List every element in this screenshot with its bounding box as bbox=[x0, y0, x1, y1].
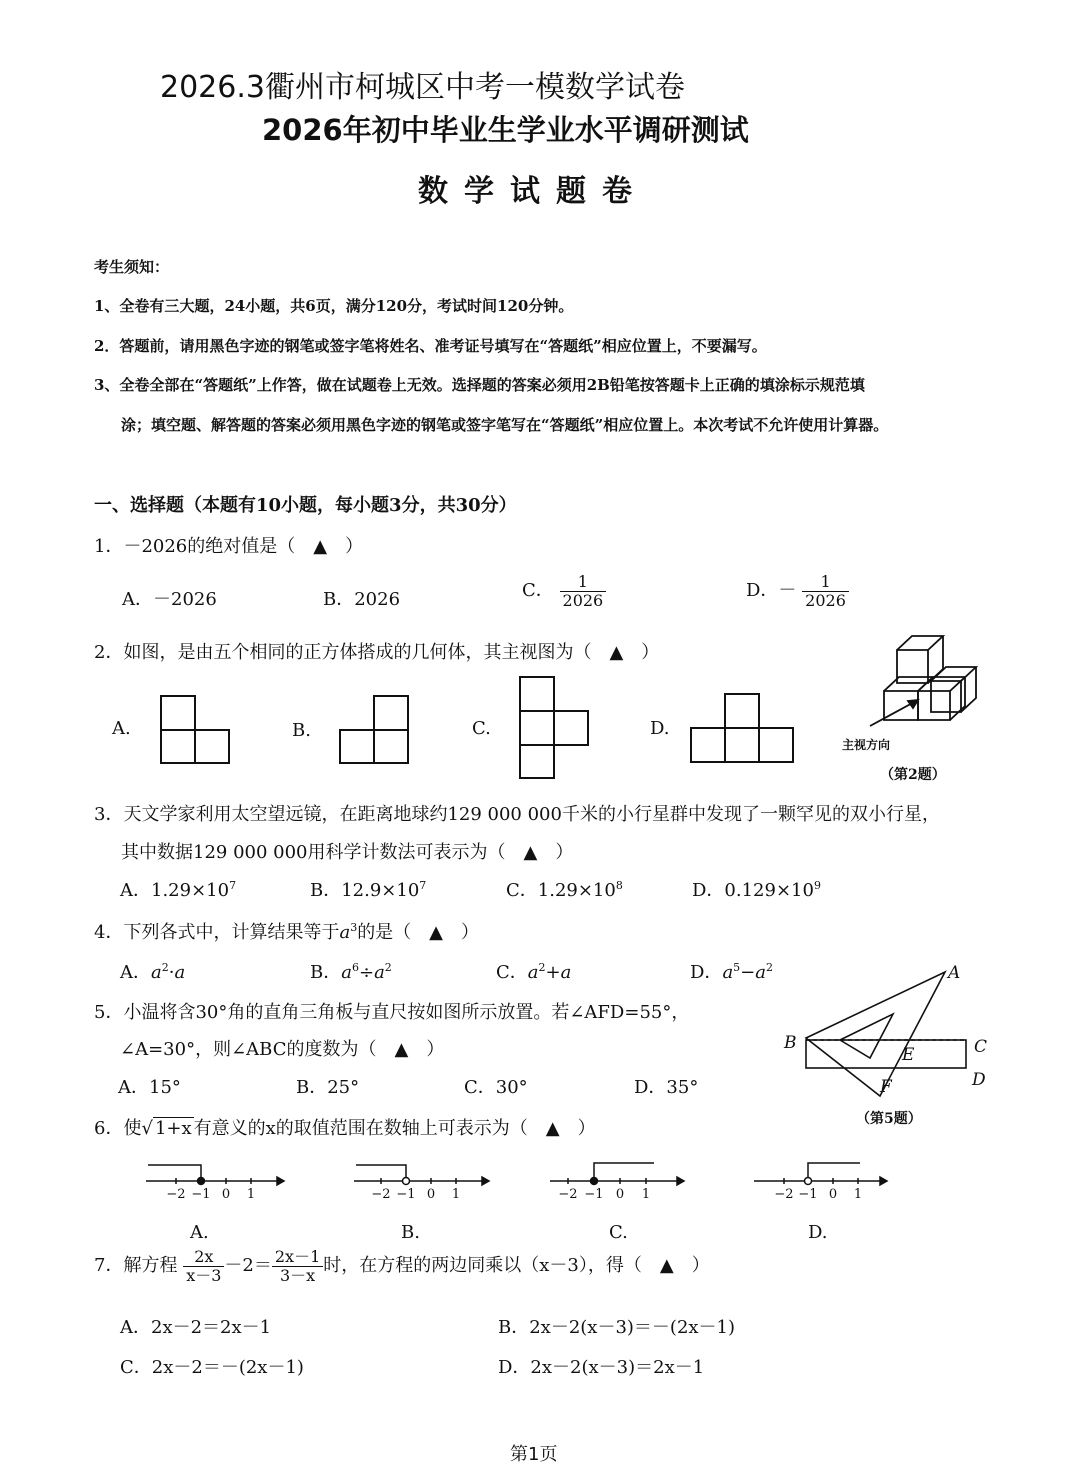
q6c-tick: 1 bbox=[641, 1187, 651, 1202]
q6-stem-radicand: 1+x bbox=[154, 1118, 192, 1139]
q6a-tick: −2 bbox=[166, 1187, 186, 1202]
q7-frac2-den: 3－x bbox=[279, 1265, 316, 1285]
q3-stem-1: 3．天文学家利用太空望远镜，在距离地球约129 000 000千米的小行星群中发现了一颗罕见的双小行星， bbox=[94, 804, 940, 825]
q5-figure-caption: （第5题） bbox=[856, 1111, 922, 1127]
q5-label-c: C bbox=[974, 1037, 988, 1057]
q6b-tick: −2 bbox=[371, 1187, 391, 1202]
q6c-tick: −1 bbox=[584, 1187, 604, 1202]
q7-stem-pre: 7．解方程 bbox=[94, 1255, 178, 1277]
q2-label-d: D. bbox=[650, 718, 670, 739]
q6-label-a: A. bbox=[190, 1222, 209, 1243]
exam-title-sub: 数学试题卷 bbox=[418, 174, 648, 209]
q6d-tick: 1 bbox=[853, 1187, 863, 1202]
q6-number-line-c bbox=[550, 1163, 684, 1185]
q4-stem-post: 的是（ ▲ ） bbox=[357, 922, 480, 943]
q3-a-text: A．1.29×10 bbox=[120, 880, 230, 901]
q1-option-c-label: C． bbox=[522, 580, 554, 602]
q1-stem: 1．－2026的绝对值是（ ▲ ） bbox=[94, 536, 364, 557]
q6d-tick: 0 bbox=[828, 1187, 838, 1202]
q3-option-d bbox=[692, 876, 821, 902]
q6-stem-pre: 6．使 bbox=[94, 1118, 142, 1139]
q2-view-direction-label: 主视方向 bbox=[842, 738, 891, 752]
q1-option-b: B．2026 bbox=[323, 589, 401, 610]
q1-d-numerator: 1 bbox=[802, 573, 849, 592]
q2-stem: 2．如图，是由五个相同的正方体搭成的几何体，其主视图为（ ▲ ） bbox=[94, 642, 660, 663]
q4-option-d: D．$a^5-a^2$ bbox=[690, 961, 773, 983]
q5-label-b: B bbox=[784, 1033, 797, 1053]
q4-stem-var: a bbox=[339, 922, 351, 943]
q4-option-b: B．$a^6\div a^2$ bbox=[310, 961, 392, 983]
q4-option-c: C．$a^2+a$ bbox=[496, 961, 572, 983]
q6a-tick: 1 bbox=[246, 1187, 256, 1202]
q7-frac1-num: 2x bbox=[183, 1248, 224, 1267]
q6-stem: 6．使√ 1+x 有意义的x的取值范围在数轴上可表示为（ ▲ ） bbox=[94, 1118, 596, 1139]
notice-item-3: 3、全卷全部在“答题纸”上作答，做在试题卷上无效。选择题的答案必须用2B铅笔按答题卡上正确的填涂标示规范填 bbox=[94, 376, 865, 394]
q4-stem-pre: 4．下列各式中，计算结果等于 bbox=[94, 922, 340, 943]
q6-number-line-b bbox=[354, 1165, 489, 1185]
q7-option-c: C．2x－2＝－(2x－1) bbox=[120, 1357, 304, 1378]
q1-c-denominator: 2026 bbox=[562, 590, 604, 610]
q2-label-b: B. bbox=[292, 720, 311, 741]
q5-stem-1: 5．小温将含30°角的直角三角板与直尺按如图所示放置。若∠AFD=55°， bbox=[94, 1002, 690, 1023]
q2-label-a: A. bbox=[112, 718, 131, 739]
q5-option-c: C．30° bbox=[464, 1077, 528, 1098]
q2-solid-figure bbox=[870, 636, 976, 726]
q4-stem bbox=[94, 918, 479, 944]
q6-number-line-d bbox=[754, 1163, 887, 1185]
q7-stem-post: 时，在方程的两边同乘以（x－3），得（ ▲ ） bbox=[323, 1255, 710, 1277]
q5-label-f: F bbox=[880, 1077, 892, 1097]
q1-option-a: A．－2026 bbox=[122, 589, 217, 610]
q6b-tick: −1 bbox=[396, 1187, 416, 1202]
q6c-tick: 0 bbox=[615, 1187, 625, 1202]
q1-d-denominator: 2026 bbox=[805, 590, 846, 610]
q7-stem bbox=[94, 1248, 710, 1284]
q6b-tick: 0 bbox=[426, 1187, 436, 1202]
q7-option-a: A．2x－2＝2x－1 bbox=[120, 1317, 272, 1338]
q3-stem-2: 其中数据129 000 000用科学计数法可表示为（ ▲ ） bbox=[121, 842, 574, 863]
q6-stem-post: 有意义的x的取值范围在数轴上可表示为（ ▲ ） bbox=[193, 1118, 596, 1139]
notice-item-1: 1、全卷有三大题，24小题，共6页，满分120分，考试时间120分钟。 bbox=[94, 297, 574, 315]
q4-stem-exp: 3 bbox=[350, 921, 358, 934]
q2-option-a-view bbox=[161, 696, 229, 763]
q2-label-c: C. bbox=[472, 718, 491, 739]
q7-frac1-den: x－3 bbox=[186, 1265, 222, 1285]
page-number: 第1页 bbox=[510, 1444, 558, 1465]
q2-option-c-view bbox=[520, 677, 588, 778]
q3-option-b bbox=[310, 876, 426, 902]
q6-number-line-a bbox=[146, 1165, 284, 1185]
q6d-tick: −1 bbox=[798, 1187, 818, 1202]
q1-c-numerator: 1 bbox=[560, 573, 607, 592]
q5-label-d: D bbox=[972, 1070, 986, 1090]
q3-d-text: D．0.129×10 bbox=[692, 880, 814, 901]
q4-option-a: A．$a^2\cdot a$ bbox=[120, 961, 186, 983]
q5-label-a: A bbox=[948, 963, 961, 983]
exam-title-main: 2026年初中毕业生学业水平调研测试 bbox=[262, 113, 749, 147]
q3-d-exp: 9 bbox=[813, 879, 821, 892]
q6a-tick: 0 bbox=[221, 1187, 231, 1202]
q6b-tick: 1 bbox=[451, 1187, 461, 1202]
q6-label-b: B. bbox=[401, 1222, 420, 1243]
q2-figure-caption: （第2题） bbox=[880, 767, 946, 783]
q3-option-a bbox=[120, 876, 236, 902]
q5-option-a: A．15° bbox=[118, 1077, 181, 1098]
q1-option-d-label: D．－ bbox=[746, 580, 797, 602]
notice-item-3-cont: 涂；填空题、解答题的答案必须用黑色字迹的钢笔或签字笔写在“答题纸”相应位置上。本次考试不允许使用计算器。 bbox=[121, 416, 889, 434]
q7-stem-mid: －2＝ bbox=[224, 1255, 272, 1277]
q6a-tick: −1 bbox=[191, 1187, 211, 1202]
q6-label-d: D. bbox=[808, 1222, 828, 1243]
q7-option-b: B．2x－2(x－3)＝－(2x－1) bbox=[498, 1317, 736, 1338]
q2-option-b-view bbox=[340, 696, 408, 763]
notice-heading: 考生须知： bbox=[94, 258, 170, 276]
q5-stem-2: ∠A=30°，则∠ABC的度数为（ ▲ ） bbox=[120, 1039, 445, 1060]
q6c-tick: −2 bbox=[558, 1187, 578, 1202]
q3-c-text: C．1.29×10 bbox=[506, 880, 616, 901]
q3-b-text: B．12.9×10 bbox=[310, 880, 420, 901]
q3-a-exp: 7 bbox=[229, 879, 237, 892]
q6-label-c: C. bbox=[609, 1222, 628, 1243]
q5-option-b: B．25° bbox=[296, 1077, 360, 1098]
q5-label-e: E bbox=[902, 1045, 915, 1065]
q2-option-d-view bbox=[691, 694, 793, 762]
q3-c-exp: 8 bbox=[615, 879, 623, 892]
notice-item-2: 2．答题前，请用黑色字迹的钢笔或签字笔将姓名、准考证号填写在“答题纸”相应位置上，不要漏写。 bbox=[94, 337, 767, 355]
q7-option-d: D．2x－2(x－3)＝2x－1 bbox=[498, 1357, 705, 1378]
q7-frac2-num: 2x－1 bbox=[272, 1248, 323, 1267]
exam-title-top: 2026.3衢州市柯城区中考一模数学试卷 bbox=[160, 70, 685, 105]
q3-option-c bbox=[506, 876, 623, 902]
section-heading: 一、选择题（本题有10小题，每小题3分，共30分） bbox=[94, 495, 517, 516]
q3-b-exp: 7 bbox=[419, 879, 427, 892]
q5-option-d: D．35° bbox=[634, 1077, 699, 1098]
q6d-tick: −2 bbox=[774, 1187, 794, 1202]
